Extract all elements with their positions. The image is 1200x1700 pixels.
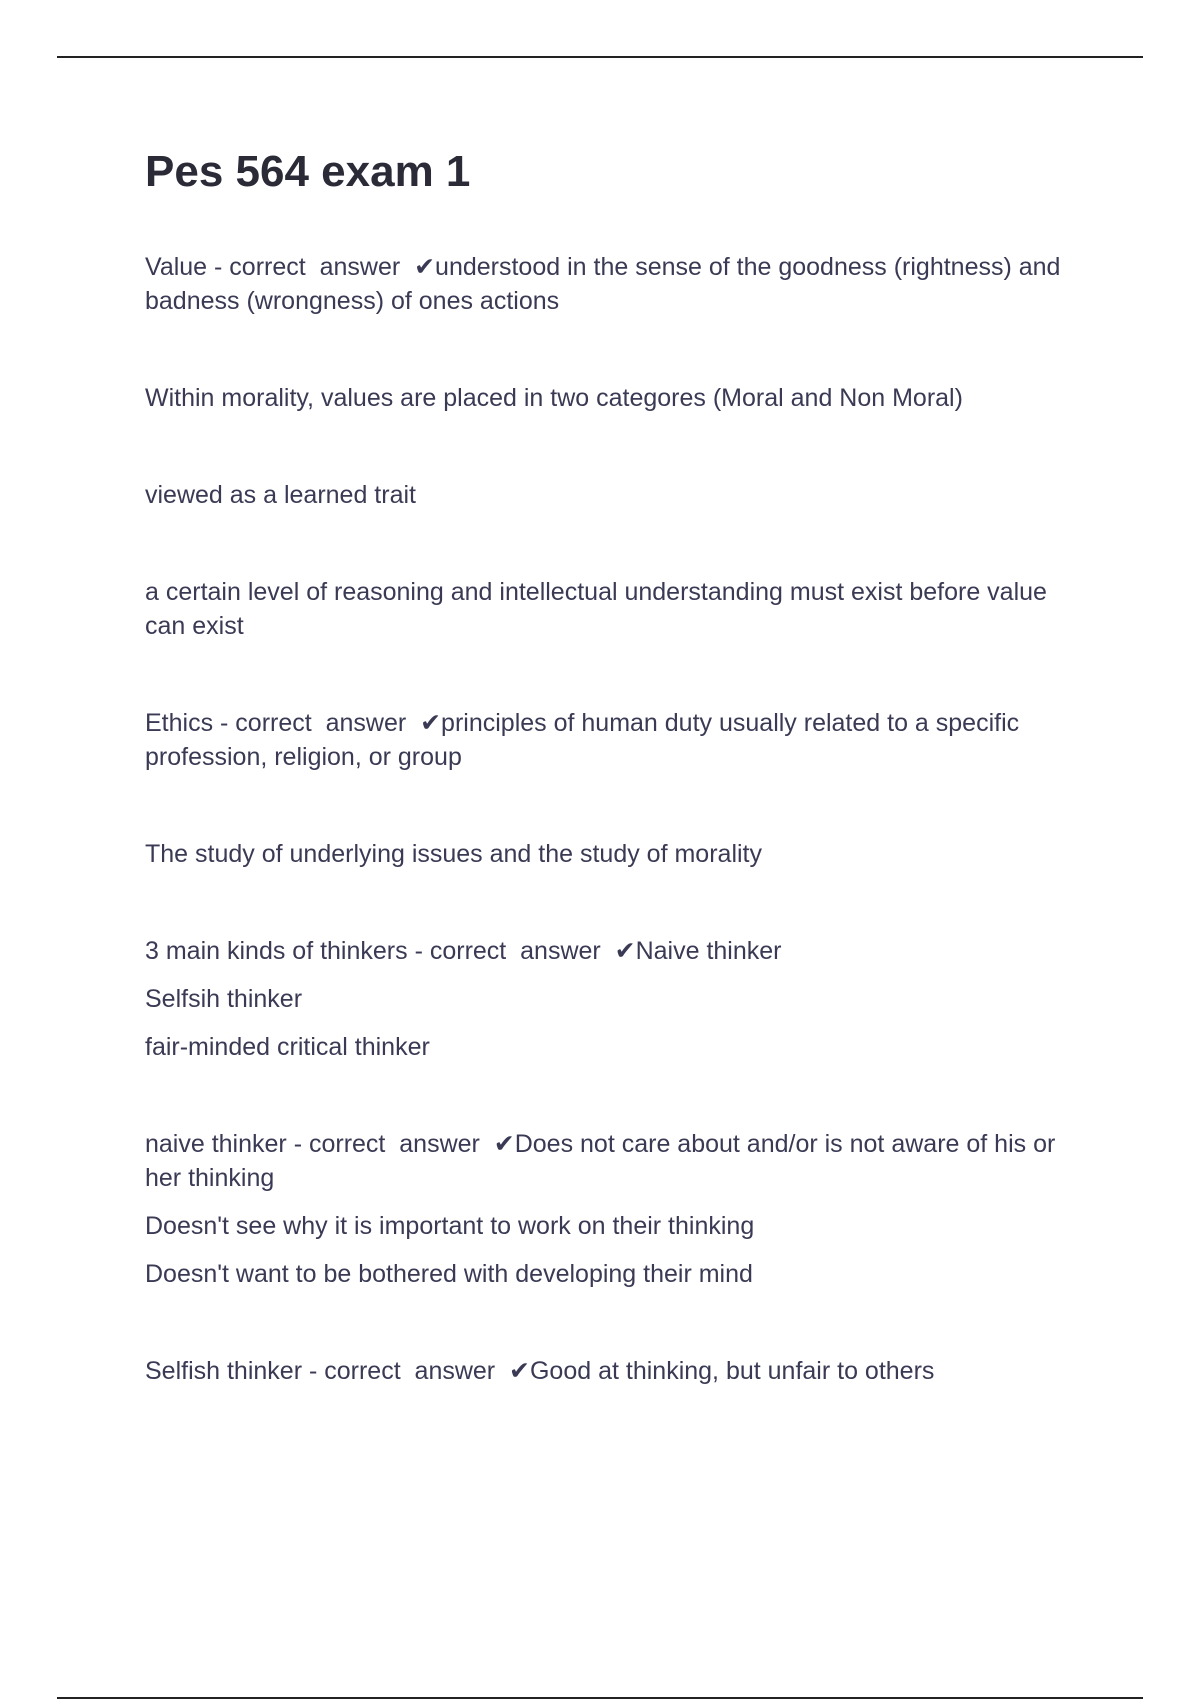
entry-line: Within morality, values are placed in two categores (Moral and Non Moral) (145, 384, 963, 412)
qa-entry (145, 837, 1090, 871)
entry-term: Ethics (145, 709, 214, 737)
entry-line (145, 934, 1090, 968)
entry-line (145, 1127, 1090, 1195)
entry-separator: - correct answer (407, 937, 615, 965)
entry-answer: Good at thinking, but unfair to others (529, 1357, 935, 1385)
entry-answer: Naive thinker (635, 937, 782, 965)
entry-line (145, 1354, 1090, 1388)
qa-entry (145, 381, 1090, 415)
entry-term: 3 main kinds of thinkers (145, 937, 408, 965)
checkmark-icon: ✔ (420, 709, 442, 737)
entry-line: The study of underlying issues and the study of morality (145, 840, 762, 868)
qa-entry (145, 1127, 1090, 1291)
entry-line (145, 706, 1090, 774)
entry-line: a certain level of reasoning and intellectual understanding must exist before value can exist (145, 578, 1047, 640)
page-title: Pes 564 exam 1 (145, 147, 471, 196)
entry-line: Doesn't see why it is important to work on their thinking (145, 1212, 755, 1240)
entry-separator: - correct answer (207, 253, 415, 281)
entry-line: fair-minded critical thinker (145, 1033, 430, 1061)
header-rule (57, 56, 1143, 58)
entry-line: viewed as a learned trait (145, 481, 416, 509)
footer-rule (57, 1697, 1143, 1699)
entry-separator: - correct answer (302, 1357, 510, 1385)
qa-entry (145, 478, 1090, 512)
entry-line (145, 250, 1090, 318)
entry-term: naive thinker (145, 1130, 287, 1158)
checkmark-icon: ✔ (614, 937, 636, 965)
entry-line: Selfsih thinker (145, 985, 303, 1013)
document-body (145, 250, 1090, 1388)
checkmark-icon: ✔ (414, 253, 436, 281)
entry-separator: - correct answer (286, 1130, 494, 1158)
checkmark-icon: ✔ (509, 1357, 530, 1385)
entry-term: Selfish thinker (145, 1357, 303, 1385)
entry-term: Value (145, 253, 208, 281)
entry-answer: understood in the sense of the goodness (rightness) and badness (wrongness) of ones actions (145, 253, 1061, 315)
entry-answer: Does not care about and/or is not aware of his or her thinking (145, 1130, 1056, 1192)
qa-entry (145, 575, 1090, 643)
entry-answer: principles of human duty usually related to a specific profession, religion, or group (145, 709, 1020, 771)
entry-separator: - correct answer (213, 709, 421, 737)
checkmark-icon: ✔ (493, 1130, 515, 1158)
entry-line: Doesn't want to be bothered with developing their mind (145, 1260, 753, 1288)
qa-entry (145, 1354, 1090, 1388)
qa-entry (145, 934, 1090, 1064)
qa-entry (145, 250, 1090, 318)
qa-entry (145, 706, 1090, 774)
